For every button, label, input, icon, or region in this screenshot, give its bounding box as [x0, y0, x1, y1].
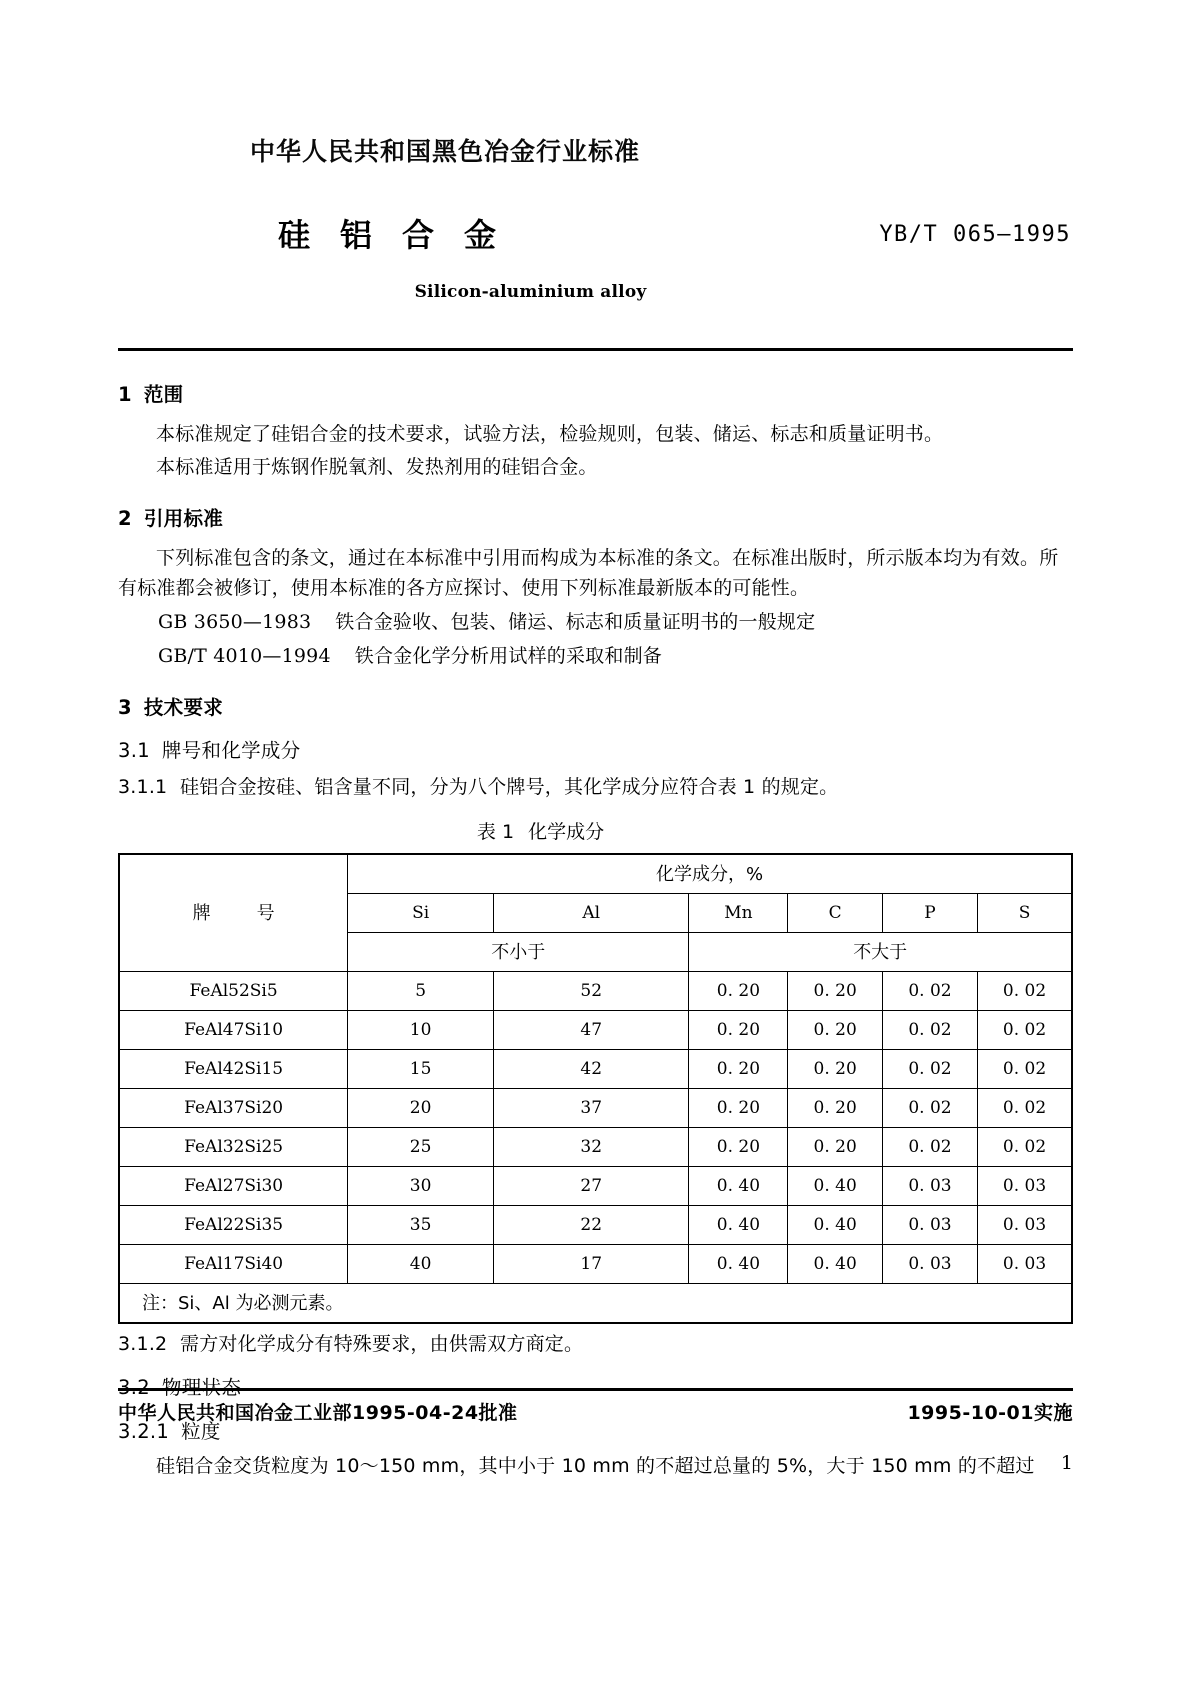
cell-grade: FeAl37Si20	[119, 1089, 348, 1128]
table-row	[119, 972, 1072, 1011]
reference-item	[158, 607, 1073, 638]
table-row	[119, 1050, 1072, 1089]
clause-3-1-2	[118, 1329, 1073, 1360]
cell-grade: FeAl27Si30	[119, 1167, 348, 1206]
cell-al: 32	[494, 1128, 689, 1167]
cell-p: 0. 02	[882, 1089, 977, 1128]
cell-s: 0. 02	[978, 1050, 1072, 1089]
cell-c: 0. 40	[788, 1206, 882, 1245]
cell-p: 0. 02	[882, 1011, 977, 1050]
header-c: C	[788, 894, 882, 933]
clause-3-1-1-number: 3.1.1	[118, 775, 168, 798]
limit-maximum: 不大于	[689, 933, 1072, 972]
table-row	[119, 1089, 1072, 1128]
section-3-2-1-paragraph: 硅铝合金交货粒度为 10～150 mm，其中小于 10 mm 的不超过总量的 5%，大于 150 mm 的不超过	[156, 1455, 1035, 1478]
cell-s: 0. 02	[978, 1128, 1072, 1167]
cell-si: 10	[348, 1011, 494, 1050]
cell-p: 0. 02	[882, 1050, 977, 1089]
cell-si: 30	[348, 1167, 494, 1206]
section-3-1-heading	[118, 735, 1073, 767]
reference-item	[158, 641, 1073, 672]
document-body	[118, 379, 1073, 1482]
limit-minimum: 不小于	[348, 933, 689, 972]
table-row	[119, 1167, 1072, 1206]
effective-date: 1995-10-01实施	[907, 1402, 1073, 1424]
header-s: S	[978, 894, 1072, 933]
chemical-composition-table	[118, 853, 1073, 1324]
clause-3-1-1	[118, 772, 1073, 803]
section-3-1-title: 牌号和化学成分	[161, 739, 301, 763]
cell-c: 0. 20	[788, 1128, 882, 1167]
cell-al: 52	[494, 972, 689, 1011]
section-2-paragraph-1: 下列标准包含的条文，通过在本标准中引用而构成为本标准的条文。在标准出版时，所示版本均为有效。所有标准都会被修订，使用本标准的各方应探讨、使用下列标准最新版本的可能性。	[118, 546, 1059, 600]
clause-3-1-2-text: 需方对化学成分有特殊要求，由供需双方商定。	[180, 1333, 584, 1356]
table-header-row-group	[119, 854, 1072, 894]
clause-3-1-1-text: 硅铝合金按硅、铝含量不同，分为八个牌号，其化学成分应符合表 1 的规定。	[180, 775, 839, 798]
cell-s: 0. 03	[978, 1167, 1072, 1206]
cell-si: 40	[348, 1245, 494, 1284]
cell-si: 25	[348, 1128, 494, 1167]
cell-c: 0. 40	[788, 1167, 882, 1206]
reference-code: GB/T 4010—1994	[158, 644, 331, 667]
page-content	[118, 0, 1073, 1485]
header-grade: 牌 号	[119, 854, 348, 972]
cell-mn: 0. 20	[689, 1128, 788, 1167]
table-row	[119, 1245, 1072, 1284]
cell-mn: 0. 20	[689, 1050, 788, 1089]
cell-grade: FeAl17Si40	[119, 1245, 348, 1284]
table-1-label: 表 1	[476, 820, 515, 843]
cell-s: 0. 02	[978, 1011, 1072, 1050]
cell-c: 0. 20	[788, 972, 882, 1011]
section-3-title: 技术要求	[143, 695, 224, 719]
section-1-paragraph-1: 本标准规定了硅铝合金的技术要求，试验方法，检验规则，包装、储运、标志和质量证明书。	[156, 422, 944, 445]
section-1-paragraph-2: 本标准适用于炼钢作脱氧剂、发热剂用的硅铝合金。	[156, 456, 598, 479]
document-subtitle-english: Silicon-aluminium alloy	[414, 282, 647, 302]
cell-c: 0. 20	[788, 1011, 882, 1050]
cell-grade: FeAl42Si15	[119, 1050, 348, 1089]
section-3-2-number: 3.2	[118, 1376, 150, 1400]
cell-grade: FeAl22Si35	[119, 1206, 348, 1245]
section-3-number: 3	[118, 695, 132, 719]
table-note: 注：Si、Al 为必测元素。	[119, 1284, 1072, 1324]
cell-c: 0. 40	[788, 1245, 882, 1284]
cell-s: 0. 03	[978, 1206, 1072, 1245]
reference-title: 铁合金验收、包装、储运、标志和质量证明书的一般规定	[335, 611, 816, 634]
cell-al: 17	[494, 1245, 689, 1284]
section-3-2-1-number: 3.2.1	[118, 1419, 170, 1443]
table-1-caption	[118, 817, 963, 848]
cell-p: 0. 03	[882, 1167, 977, 1206]
section-3-2-title: 物理状态	[161, 1376, 242, 1400]
table-row	[119, 1206, 1072, 1245]
header-p: P	[882, 894, 977, 933]
cell-si: 20	[348, 1089, 494, 1128]
cell-si: 15	[348, 1050, 494, 1089]
issuing-authority-title: 中华人民共和国黑色冶金行业标准	[250, 137, 641, 166]
cell-si: 5	[348, 972, 494, 1011]
cell-mn: 0. 40	[689, 1206, 788, 1245]
cell-al: 47	[494, 1011, 689, 1050]
cell-c: 0. 20	[788, 1050, 882, 1089]
standard-number: YB/T 065—1995	[879, 222, 1071, 247]
cell-si: 35	[348, 1206, 494, 1245]
cell-c: 0. 20	[788, 1089, 882, 1128]
reference-title: 铁合金化学分析用试样的采取和制备	[354, 644, 662, 667]
section-1-heading	[118, 379, 1073, 411]
section-3-1-number: 3.1	[118, 739, 150, 763]
cell-mn: 0. 20	[689, 972, 788, 1011]
table-note-row	[119, 1284, 1072, 1324]
cell-mn: 0. 40	[689, 1245, 788, 1284]
cell-p: 0. 03	[882, 1245, 977, 1284]
page-number: 1	[1060, 1452, 1073, 1474]
table-1-title: 化学成分	[528, 820, 605, 843]
cell-al: 37	[494, 1089, 689, 1128]
cell-al: 27	[494, 1167, 689, 1206]
header-divider	[118, 348, 1073, 351]
cell-mn: 0. 40	[689, 1167, 788, 1206]
cell-grade: FeAl52Si5	[119, 972, 348, 1011]
cell-al: 42	[494, 1050, 689, 1089]
cell-mn: 0. 20	[689, 1011, 788, 1050]
header-composition-group: 化学成分，%	[348, 854, 1072, 894]
header-mn: Mn	[689, 894, 788, 933]
clause-3-1-2-number: 3.1.2	[118, 1333, 168, 1356]
section-3-2-1-title: 粒度	[181, 1419, 221, 1443]
header-si: Si	[348, 894, 494, 933]
table-row	[119, 1128, 1072, 1167]
table-row	[119, 1011, 1072, 1050]
title-row	[118, 210, 1073, 256]
page-footer	[118, 1398, 1073, 1438]
reference-code: GB 3650—1983	[158, 611, 312, 634]
section-3-heading	[118, 692, 1073, 724]
cell-grade: FeAl47Si10	[119, 1011, 348, 1050]
cell-p: 0. 02	[882, 972, 977, 1011]
section-2-title: 引用标准	[143, 507, 224, 531]
cell-mn: 0. 20	[689, 1089, 788, 1128]
cell-s: 0. 02	[978, 1089, 1072, 1128]
cell-al: 22	[494, 1206, 689, 1245]
masthead	[118, 0, 1073, 351]
header-al: Al	[494, 894, 689, 933]
document-title: 硅铝合金	[278, 216, 527, 254]
section-2-number: 2	[118, 507, 132, 531]
cell-s: 0. 02	[978, 972, 1072, 1011]
section-1-number: 1	[118, 383, 132, 406]
section-1-title: 范围	[143, 383, 184, 406]
approval-statement: 中华人民共和国冶金工业部1995-04-24批准	[118, 1402, 518, 1424]
cell-grade: FeAl32Si25	[119, 1128, 348, 1167]
footer-divider	[118, 1388, 1073, 1391]
cell-s: 0. 03	[978, 1245, 1072, 1284]
cell-p: 0. 03	[882, 1206, 977, 1245]
cell-p: 0. 02	[882, 1128, 977, 1167]
section-2-heading	[118, 503, 1073, 535]
